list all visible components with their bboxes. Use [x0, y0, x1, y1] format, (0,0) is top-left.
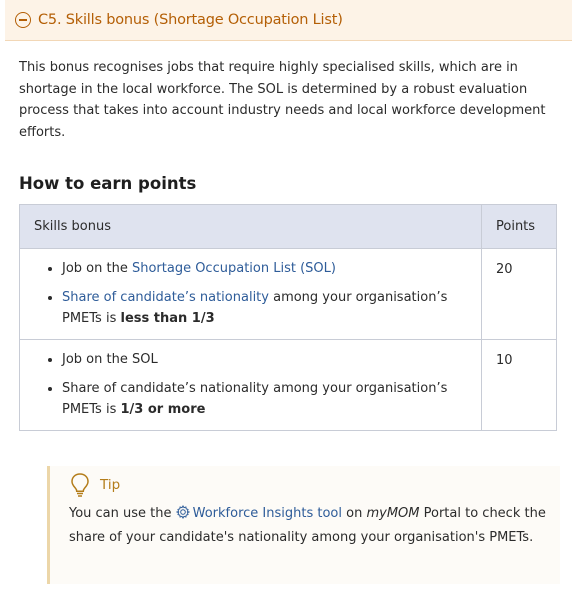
column-header-points: Points	[482, 205, 557, 249]
criteria-threshold: 1/3 or more	[120, 402, 206, 417]
tip-text-mid: on	[342, 506, 367, 521]
list-item	[62, 258, 467, 279]
workforce-insights-link[interactable]: Workforce Insights tool	[192, 506, 342, 521]
nationality-share-link[interactable]: Share of candidate’s nationality	[62, 290, 269, 305]
criteria-text: Share of candidate’s nationality among your organisation’s PMETs is	[62, 381, 448, 417]
points-cell: 20	[482, 249, 557, 340]
gear-icon	[176, 505, 190, 527]
lightbulb-icon	[70, 472, 90, 502]
portal-name: myMOM	[366, 506, 420, 521]
tip-callout	[47, 466, 560, 584]
section-heading: How to earn points	[19, 174, 197, 193]
table-header-row	[20, 205, 557, 249]
list-item	[62, 287, 467, 329]
points-cell: 10	[482, 340, 557, 431]
minus-circle-icon[interactable]	[15, 12, 31, 28]
table-row	[20, 249, 557, 340]
tip-label: Tip	[100, 477, 121, 493]
criteria-list	[34, 349, 467, 420]
sol-link[interactable]: Shortage Occupation List (SOL)	[131, 261, 336, 276]
criteria-text: Job on the	[62, 261, 132, 276]
intro-paragraph: This bonus recognises jobs that require highly specialised skills, which are in shortage in the local workforce. The SOL is determined by a robust evaluation process that takes into account industry needs and local workforce development efforts.	[19, 60, 546, 140]
tip-text-start: You can use the	[69, 506, 176, 521]
points-table	[19, 204, 557, 431]
accordion-header[interactable]	[5, 0, 572, 41]
tip-text	[69, 503, 557, 548]
skills-bonus-cell	[20, 340, 482, 431]
column-header-skills-bonus: Skills bonus	[20, 205, 482, 249]
criteria-list	[34, 258, 467, 329]
table-row	[20, 340, 557, 431]
accordion-title: C5. Skills bonus (Shortage Occupation List)	[38, 12, 343, 28]
list-item: • Job on the SOL	[62, 349, 467, 370]
list-item	[62, 378, 467, 420]
criteria-threshold: less than 1/3	[120, 311, 215, 326]
skills-bonus-cell	[20, 249, 482, 340]
tip-text-end: Portal to check the share of your candidate's nationality among your organisation's PMETs.	[69, 506, 546, 545]
criteria-text: among your organisation’s PMETs is	[62, 290, 448, 326]
